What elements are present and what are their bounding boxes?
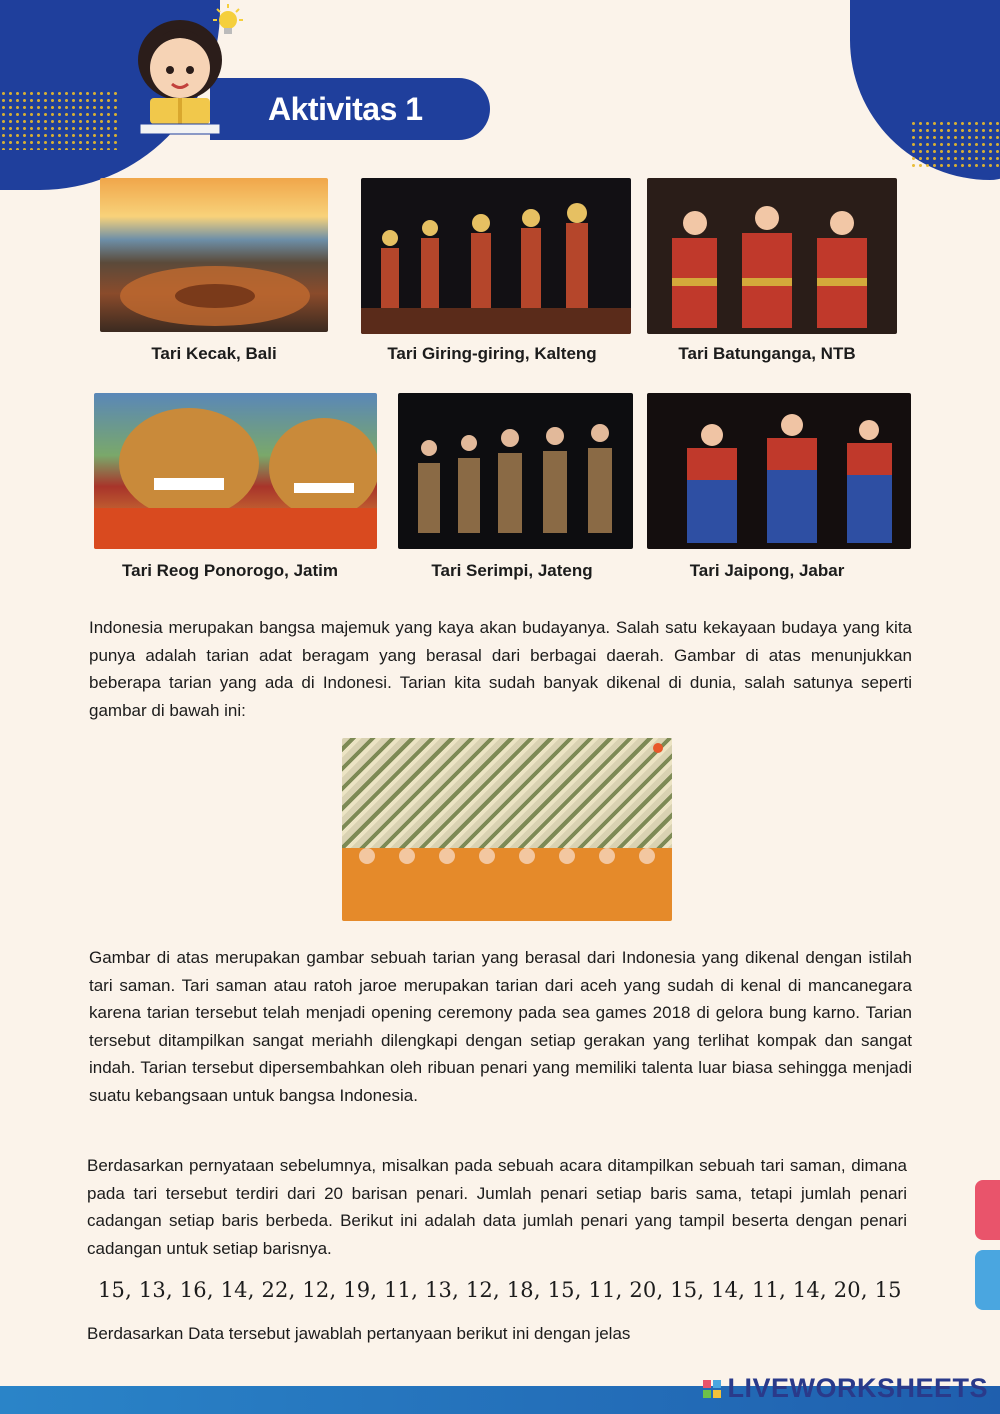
photo-tari-jaipong [647,393,911,549]
instruction-text: Berdasarkan Data tersebut jawablah pertanyaan berikut ini dengan jelas [87,1324,631,1343]
data-values: 15, 13, 16, 14, 22, 12, 19, 11, 13, 12, 18, 15, 11, 20, 15, 14, 11, 14, 20, 15 [98,1278,902,1302]
liveworksheets-mark-icon [703,1380,721,1398]
photo-tari-giring-giring [361,178,631,334]
side-blocks-decoration [970,1170,1000,1320]
intro-paragraph: Indonesia merupakan bangsa majemuk yang kaya akan budayanya. Salah satu kekayaan budaya yang kita punya adalah tarian adat beragam yang berasal dari berbagai daerah. Gambar di atas menunjukkan beberapa tarian yang ada di Indonesi. Tarian kita sudah banyak dikenal di dunia, salah satunya seperti gambar di bawah ini: [89,618,912,720]
photo-tari-serimpi [398,393,633,549]
problem-statement: Berdasarkan pernyataan sebelumnya, misalkan pada sebuah acara ditampilkan sebuah tari saman, dimana pada tari tersebut terdiri dari 20 barisan penari. Jumlah penari setiap baris sama, tetapi jumlah penari cadangan setiap baris berbeda. Berikut ini adalah data jumlah penari yang tampil beserta dengan penari cadangan untuk setiap barisnya. [87,1156,907,1258]
caption-tari-serimpi: Tari Serimpi, Jateng [431,561,593,580]
gold-dots-left [0,90,120,150]
photo-tari-reog-ponorogo [94,393,377,549]
photo-tari-batunganga [647,178,897,334]
caption-tari-giring-giring: Tari Giring-giring, Kalteng [387,344,597,363]
caption-tari-batunganga: Tari Batunganga, NTB [678,344,856,363]
saman-description: Gambar di atas merupakan gambar sebuah tarian yang berasal dari Indonesia yang dikenal dengan istilah tari saman. Tari saman atau ratoh jaroe merupakan tarian dari aceh yang sudah di kenal di mancanegara karena tarian tersebut telah menjadi opening ceremony pada sea games 2018 di gelora bung karno. Tarian tersebut ditampilkan sangat meriahh dilengkapi dengan setiap gerakan yang terlihat kompak dan sangat indah. Tarian tersebut dipersembahkan oleh ribuan penari yang memiliki talenta luar biasa sehingga menjadi suatu kebangsaan untuk bangsa Indonesia. [89,948,912,1105]
photo-tari-saman [342,738,672,921]
lightbulb-icon [208,2,248,46]
liveworksheets-logo [703,1373,988,1404]
caption-tari-reog-ponorogo: Tari Reog Ponorogo, Jatim [122,561,338,580]
page-title: Aktivitas 1 [268,90,423,127]
gold-dots-right [910,120,1000,170]
caption-tari-kecak: Tari Kecak, Bali [151,344,277,363]
photo-tari-kecak [100,178,328,332]
activity-title-banner [210,78,490,140]
logo-text: LIVEWORKSHEETS [727,1373,988,1403]
caption-tari-jaipong: Tari Jaipong, Jabar [689,561,845,580]
